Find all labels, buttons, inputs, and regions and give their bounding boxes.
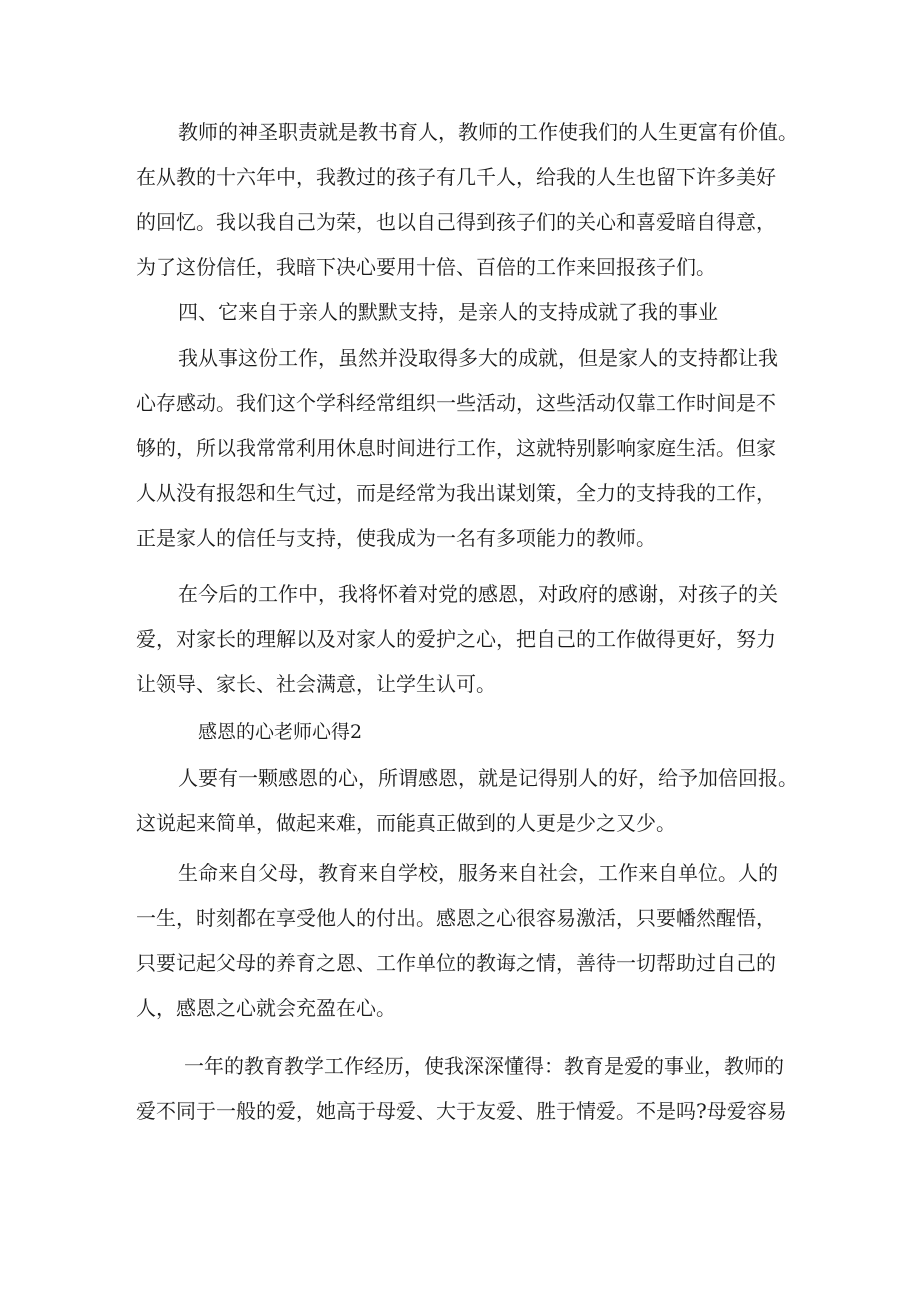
paragraph-line: 教师的神圣职责就是教书育人，教师的工作使我们的人生更富有价值。 bbox=[178, 120, 798, 144]
paragraph-line: 爱不同于一般的爱，她高于母爱、大于友爱、胜于情爱。不是吗?母爱容易 bbox=[136, 1099, 787, 1123]
paragraph-line: 正是家人的信任与支持，使我成为一名有多项能力的教师。 bbox=[136, 526, 656, 550]
paragraph-line: 够的，所以我常常利用休息时间进行工作，这就特别影响家庭生活。但家 bbox=[136, 436, 776, 460]
section-heading: 四、它来自于亲人的默默支持，是亲人的支持成就了我的事业 bbox=[178, 300, 718, 324]
paragraph-line: 人要有一颗感恩的心，所谓感恩，就是记得别人的好，给予加倍回报。 bbox=[178, 766, 798, 790]
paragraph-line: 一生，时刻都在享受他人的付出。感恩之心很容易激活，只要幡然醒悟， bbox=[136, 906, 776, 930]
paragraph-line: 在从教的十六年中，我教过的孩子有几千人，给我的人生也留下许多美好 bbox=[136, 165, 776, 189]
paragraph-line: 在今后的工作中，我将怀着对党的感恩，对政府的感谢，对孩子的关 bbox=[178, 582, 778, 606]
paragraph-line: 心存感动。我们这个学科经常组织一些活动，这些活动仅靠工作时间是不 bbox=[136, 391, 776, 415]
paragraph-line: 这说起来简单，做起来难，而能真正做到的人更是少之又少。 bbox=[136, 811, 676, 835]
paragraph-line: 我从事这份工作，虽然并没取得多大的成就，但是家人的支持都让我 bbox=[178, 346, 778, 370]
paragraph-line: 生命来自父母，教育来自学校，服务来自社会，工作来自单位。人的 bbox=[178, 861, 778, 885]
paragraph-line: 让领导、家长、社会满意，让学生认可。 bbox=[136, 672, 496, 696]
paragraph-line: 人，感恩之心就会充盈在心。 bbox=[136, 996, 396, 1020]
paragraph-line: 一年的教育教学工作经历，使我深深懂得：教育是爱的事业，教师的 bbox=[184, 1054, 784, 1078]
section-title: 感恩的心老师心得2 bbox=[198, 721, 363, 743]
paragraph-line: 人从没有报怨和生气过，而是经常为我出谋划策，全力的支持我的工作， bbox=[136, 481, 776, 505]
paragraph-line: 只要记起父母的养育之恩、工作单位的教诲之情，善待一切帮助过自己的 bbox=[136, 951, 776, 975]
paragraph-line: 为了这份信任，我暗下决心要用十倍、百倍的工作来回报孩子们。 bbox=[136, 255, 716, 279]
paragraph-line: 爱，对家长的理解以及对家人的爱护之心，把自己的工作做得更好，努力 bbox=[136, 627, 776, 651]
paragraph-line: 的回忆。我以我自己为荣，也以自己得到孩子们的关心和喜爱暗自得意， bbox=[136, 210, 776, 234]
